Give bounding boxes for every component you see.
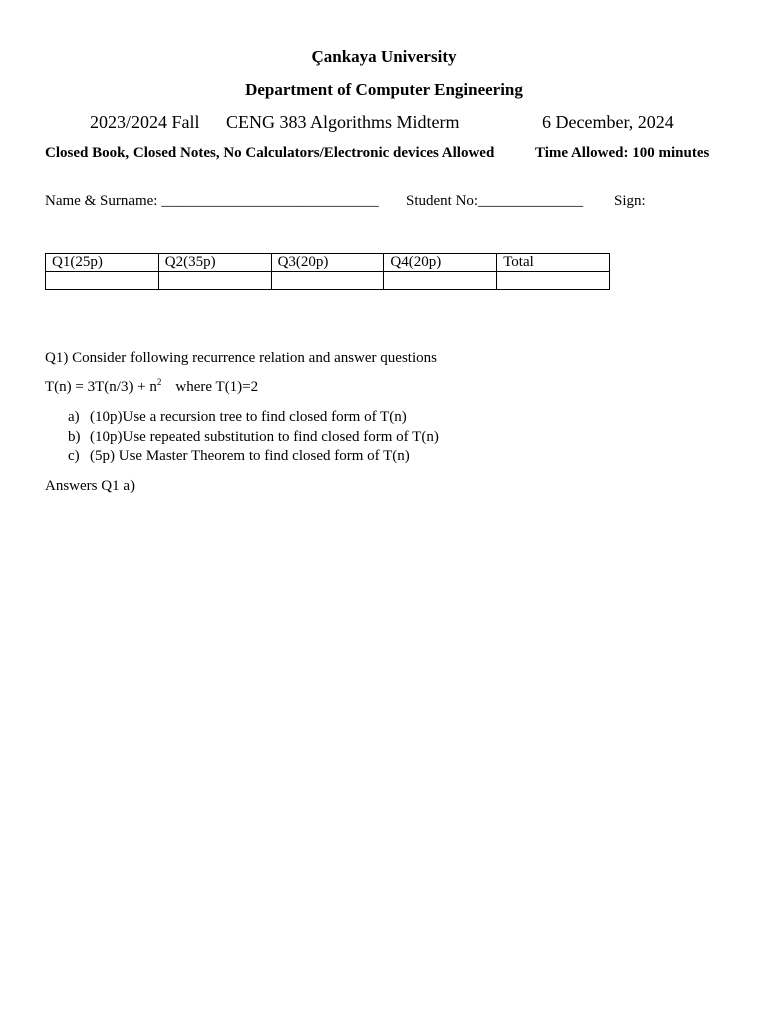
score-cell-q2 [158, 272, 271, 290]
score-table [45, 253, 610, 290]
score-header-q1: Q1(25p) [46, 254, 159, 272]
score-header-q4: Q4(20p) [384, 254, 497, 272]
item-marker: b) [68, 429, 81, 445]
score-table-header-row [46, 254, 610, 272]
exam-rules: Closed Book, Closed Notes, No Calculators/Electronic devices Allowed [45, 145, 495, 161]
exam-date: 6 December, 2024 [542, 112, 674, 132]
score-cell-q3 [271, 272, 384, 290]
sign-field: Sign: [614, 193, 646, 209]
name-surname-field: Name & Surname: _____________________________ [45, 193, 379, 209]
score-cell-q4 [384, 272, 497, 290]
university-title: Çankaya University [311, 47, 457, 66]
department-title: Department of Computer Engineering [245, 80, 523, 99]
question-1-item-c [68, 448, 410, 465]
item-text: (5p) Use Master Theorem to find closed form of T(n) [90, 448, 410, 464]
question-1-item-a [68, 409, 407, 426]
recurrence-condition: where T(1)=2 [175, 379, 259, 395]
score-header-q3: Q3(20p) [271, 254, 384, 272]
answers-q1a-label: Answers Q1 a) [45, 478, 135, 494]
question-1-item-b [68, 429, 439, 446]
score-cell-total [497, 272, 610, 290]
item-marker: c) [68, 448, 80, 464]
score-table-value-row [46, 272, 610, 290]
recurrence-main: T(n) = 3T(n/3) + n [45, 379, 157, 395]
time-allowed: Time Allowed: 100 minutes [535, 145, 710, 161]
recurrence-exponent: 2 [156, 377, 162, 387]
recurrence-relation [45, 379, 258, 396]
item-text: (10p)Use a recursion tree to find closed form of T(n) [90, 409, 407, 425]
question-1-intro: Q1) Consider following recurrence relation and answer questions [45, 350, 437, 366]
item-marker: a) [68, 409, 80, 425]
score-cell-q1 [46, 272, 159, 290]
item-text: (10p)Use repeated substitution to find closed form of T(n) [90, 429, 439, 445]
exam-term: 2023/2024 Fall [90, 112, 200, 132]
student-no-field: Student No:______________ [406, 193, 584, 209]
score-header-q2: Q2(35p) [158, 254, 271, 272]
score-header-total: Total [497, 254, 610, 272]
exam-course: CENG 383 Algorithms Midterm [226, 112, 460, 132]
